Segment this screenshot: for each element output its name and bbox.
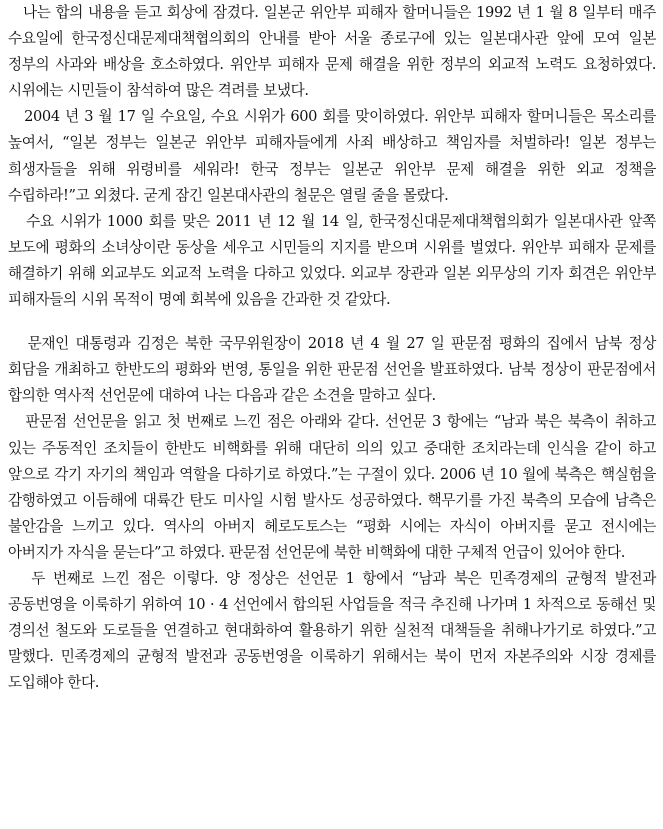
paragraph-1: 나는 합의 내용을 듣고 회상에 잠겼다. 일본군 위안부 피해자 할머니들은 1992 년 1 월 8 일부터 매주 수요일에 한국정신대문제대책협의회의 안내를 받아 서울 종로구에 있는 일본대사관 앞에 모여 일본 정부의 사과와 배상을 호소하였다. 위안부 피해자 문제 해결을 위한 정부의 외교적 노력도 요청하였다. 시위에는 시민들이 참석하여 많은 격려를 보냈다. [8,4,656,100]
section-gap [8,313,656,331]
paragraph-5: 판문점 선언문을 읽고 첫 번째로 느낀 점은 아래와 같다. 선언문 3 항에는 “남과 북은 북측이 취하고 있는 주동적인 조치들이 한반도 비핵화를 위해 대단히 의의 있고 중대한 조치라는데 인식을 같이 하고 앞으로 각기 자기의 책임과 역할을 다하기로 하였다.”는 구절이 있다. 2006 년 10 월에 북측은 핵실험을 감행하였고 이듬해에 대륙간 탄도 미사일 시험 발사도 성공하였다. 핵무기를 가진 북측의 모습에 남측은 불안감을 느끼고 있다. 역사의 아버지 헤로도토스는 “평화 시에는 자식이 아버지를 묻고 전시에는 아버지가 자식을 묻는다”고 하였다. 판문점 선언문에 북한 비핵화에 대한 구체적 언급이 있어야 한다. [8,413,656,561]
paragraph-4: 문재인 대통령과 김정은 북한 국무위원장이 2018 년 4 월 27 일 판문점 평화의 집에서 남북 정상 회담을 개최하고 한반도의 평화와 번영, 통일을 위한 판문점 선언을 발표하였다. 남북 정상이 판문점에서 합의한 역사적 선언문에 대하여 나는 다음과 같은 소견을 말하고 싶다. [8,335,656,405]
paragraph-6: 두 번째로 느낀 점은 이렇다. 양 정상은 선언문 1 항에서 “남과 북은 민족경제의 균형적 발전과 공동번영을 이룩하기 위하여 10 · 4 선언에서 합의된 사업들을 적극 추진해 나가며 1 차적으로 동해선 및 경의선 철도와 도로들을 연결하고 현대화하여 활용하기 위한 실천적 대책들을 취해나가기로 하였다.”고 말했다. 민족경제의 균형적 발전과 공동번영을 이룩하기 위해서는 북이 먼저 자본주의와 시장 경제를 도입해야 한다. [8,569,656,692]
document-page [8,0,656,696]
paragraph-2: 2004 년 3 월 17 일 수요일, 수요 시위가 600 회를 맞이하였다. 위안부 피해자 할머니들은 목소리를 높여서, “일본 정부는 일본군 위안부 피해자들에게 사죄 배상하고 책임자를 처벌하라! 일본 정부는 희생자들을 위해 위령비를 세워라! 한국 정부는 일본군 위안부 문제 해결을 위한 외교 정책을 수립하라!”고 외쳤다. 굳게 잠긴 일본대사관의 철문은 열릴 줄을 몰랐다. [8,108,656,204]
paragraph-3: 수요 시위가 1000 회를 맞은 2011 년 12 월 14 일, 한국정신대문제대책협의회가 일본대사관 앞쪽 보도에 평화의 소녀상이란 동상을 세우고 시민들의 지지를 받으며 시위를 벌였다. 위안부 피해자 문제를 해결하기 위해 외교부도 외교적 노력을 다하고 있었다. 외교부 장관과 일본 외무상의 기자 회견은 위안부 피해자들의 시위 목적이 명예 회복에 있음을 간과한 것 같았다. [8,212,656,309]
